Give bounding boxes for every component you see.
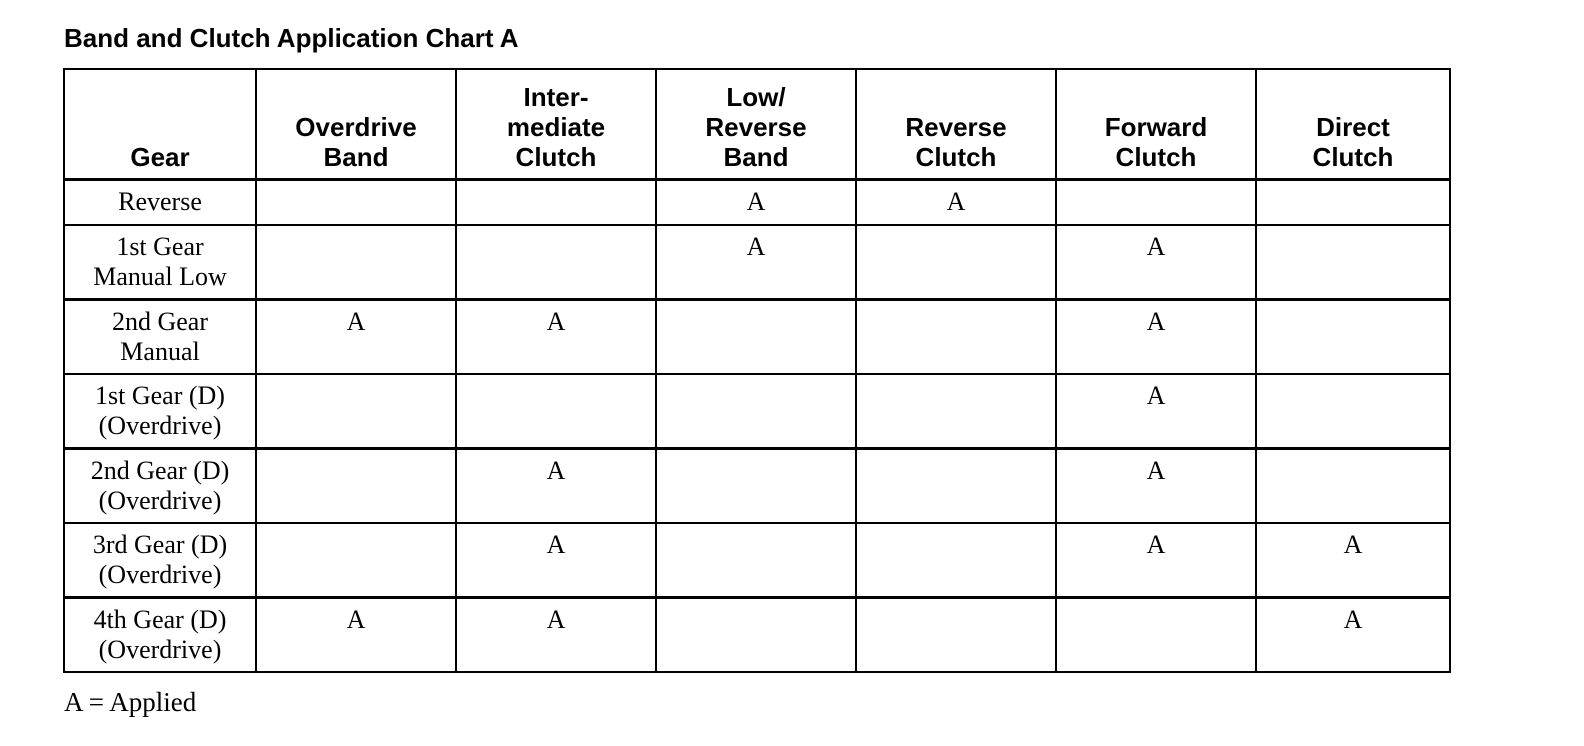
reverse-clutch-cell [856,300,1056,375]
low-reverse-band-cell: A [656,225,856,300]
overdrive-band-cell [256,180,456,226]
header-gear-line-1: Gear [130,142,190,172]
direct-clutch-cell [1256,300,1450,375]
header-direct-clutch-line-2: Clutch [1312,142,1394,172]
gear-label-line-1: 1st Gear (D) [95,381,225,410]
forward-clutch-cell: A [1056,449,1256,524]
low-reverse-band-cell: A [656,180,856,226]
header-intermediate-clutch [456,69,656,180]
forward-clutch-cell: A [1056,374,1256,449]
gear-cell [64,300,256,375]
table-row-1st-gear-d [64,374,1450,449]
overdrive-band-cell: A [256,300,456,375]
header-gear [64,69,256,180]
low-reverse-band-cell [656,374,856,449]
gear-label-line-2: (Overdrive) [98,486,222,515]
header-low-reverse-band-line-2: Reverse [705,112,807,142]
gear-cell [64,523,256,598]
gear-label-line-2: Manual Low [93,262,227,291]
overdrive-band-cell [256,523,456,598]
header-forward-clutch-line-1: Forward [1104,112,1208,142]
direct-clutch-cell [1256,180,1450,226]
reverse-clutch-cell: A [856,180,1056,226]
header-overdrive-band-line-2: Band [323,142,389,172]
overdrive-band-cell [256,374,456,449]
forward-clutch-cell: A [1056,225,1256,300]
low-reverse-band-cell [656,449,856,524]
table-row-1st-gear-manual-low [64,225,1450,300]
table-row-4th-gear-d [64,598,1450,673]
reverse-clutch-cell [856,449,1056,524]
header-row [64,69,1450,180]
gear-label-line-1: 2nd Gear (D) [90,456,230,485]
gear-cell [64,374,256,449]
overdrive-band-cell [256,449,456,524]
gear-label-line-2: (Overdrive) [98,635,222,664]
header-reverse-clutch [856,69,1056,180]
gear-cell [64,225,256,300]
legend-note: A = Applied [64,687,197,717]
header-direct-clutch [1256,69,1450,180]
overdrive-band-cell [256,225,456,300]
header-forward-clutch [1056,69,1256,180]
header-intermediate-clutch-line-3: Clutch [515,142,597,172]
table-row-2nd-gear-d [64,449,1450,524]
reverse-clutch-cell [856,225,1056,300]
header-intermediate-clutch-line-2: mediate [506,112,606,142]
overdrive-band-cell: A [256,598,456,673]
intermediate-clutch-cell [456,225,656,300]
reverse-clutch-cell [856,374,1056,449]
gear-label-line-1: 1st Gear [116,232,204,261]
reverse-clutch-cell [856,598,1056,673]
header-reverse-clutch-line-2: Clutch [915,142,997,172]
gear-cell [64,449,256,524]
gear-label-line-2: Manual [120,337,200,366]
forward-clutch-cell: A [1056,523,1256,598]
header-overdrive-band [256,69,456,180]
header-direct-clutch-line-1: Direct [1316,112,1390,142]
table-row-2nd-gear-manual [64,300,1450,375]
header-intermediate-clutch-line-1: Inter- [523,82,589,112]
reverse-clutch-cell [856,523,1056,598]
intermediate-clutch-cell: A [456,598,656,673]
gear-label-line-2: (Overdrive) [98,560,222,589]
gear-cell [64,598,256,673]
table-row-3rd-gear-d [64,523,1450,598]
direct-clutch-cell: A [1256,523,1450,598]
forward-clutch-cell: A [1056,300,1256,375]
forward-clutch-cell [1056,180,1256,226]
intermediate-clutch-cell [456,374,656,449]
table-row-reverse [64,180,1450,226]
gear-label-line-1: 3rd Gear (D) [92,530,228,559]
gear-label-line-1: 2nd Gear [111,307,208,336]
header-low-reverse-band-line-3: Band [723,142,789,172]
low-reverse-band-cell [656,523,856,598]
intermediate-clutch-cell: A [456,300,656,375]
forward-clutch-cell [1056,598,1256,673]
intermediate-clutch-cell [456,180,656,226]
header-overdrive-band-line-1: Overdrive [295,112,417,142]
band-clutch-application-table [63,68,1451,673]
direct-clutch-cell [1256,449,1450,524]
intermediate-clutch-cell: A [456,449,656,524]
header-low-reverse-band-line-1: Low/ [726,82,786,112]
header-forward-clutch-line-2: Clutch [1115,142,1197,172]
direct-clutch-cell: A [1256,598,1450,673]
intermediate-clutch-cell: A [456,523,656,598]
header-reverse-clutch-line-1: Reverse [905,112,1007,142]
gear-label-line-2: (Overdrive) [98,411,222,440]
gear-label-line-1: 4th Gear (D) [93,605,227,634]
chart-title: Band and Clutch Application Chart A [64,23,519,53]
header-low-reverse-band [656,69,856,180]
gear-label-line-1: Reverse [118,187,202,216]
low-reverse-band-cell [656,300,856,375]
direct-clutch-cell [1256,225,1450,300]
direct-clutch-cell [1256,374,1450,449]
gear-cell [64,180,256,226]
low-reverse-band-cell [656,598,856,673]
